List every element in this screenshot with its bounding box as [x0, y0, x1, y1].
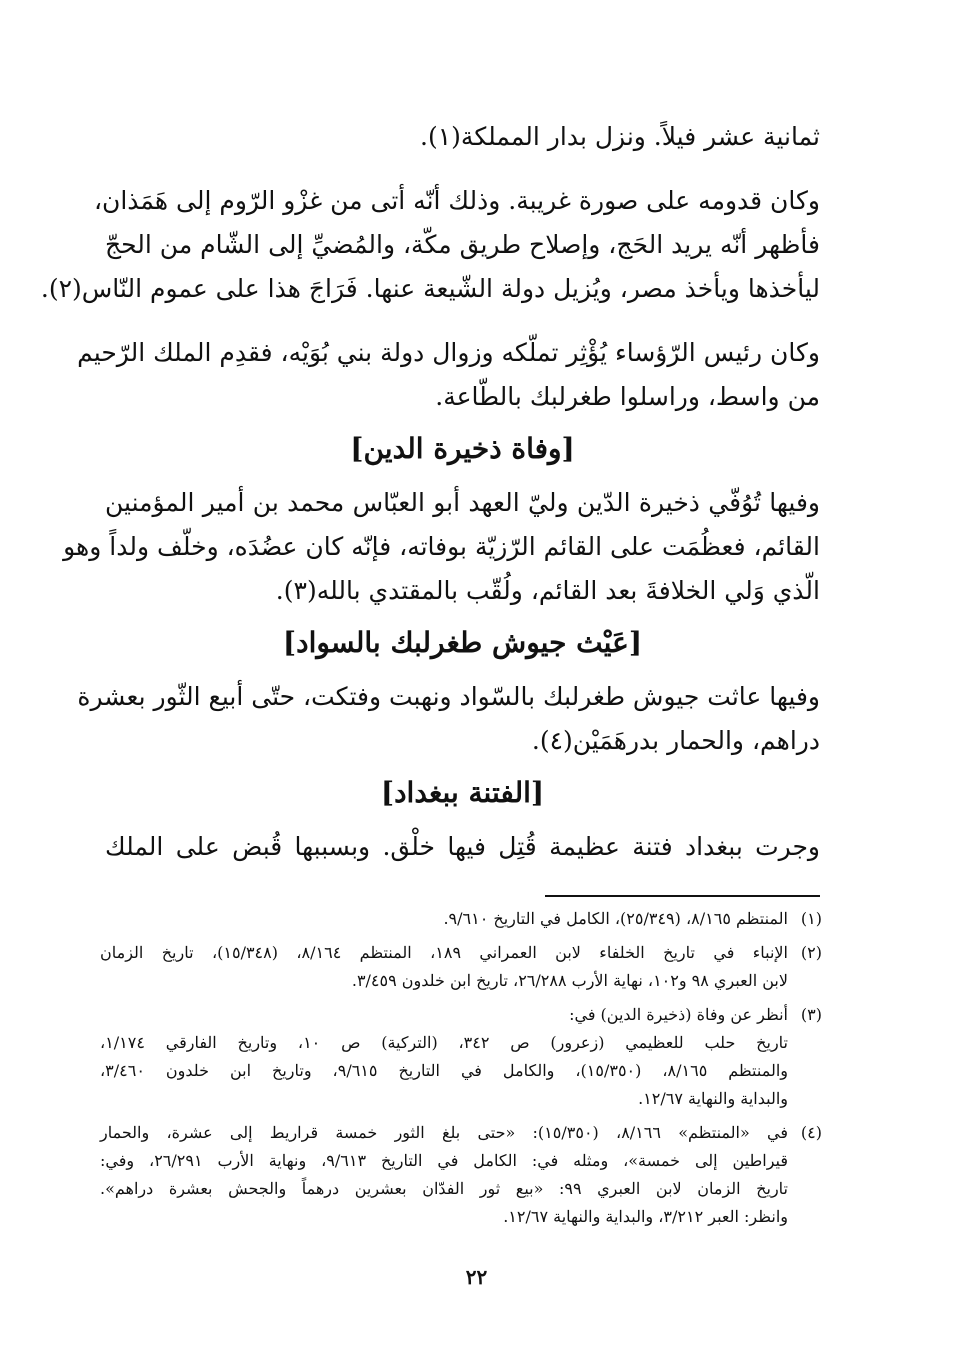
body-line: من واسط، وراسلوا طغرلبك بالطّاعة. — [435, 382, 820, 411]
footnote-line: وانظر: العبر ٣/٢١٢، والبداية والنهاية ١٢/٦٧. — [503, 1207, 788, 1226]
body-line: وفيها تُوُفّي ذخيرة الدّين وليّ العهد أبو العبّاس محمد بن أمير المؤمنين — [105, 488, 820, 517]
footnote — [100, 905, 822, 933]
body-line: دراهم، والحمار بدرهَمَيْن(٤). — [531, 726, 820, 755]
body-line: وكان قدومه على صورة غريبة. وذلك أنّه أتى من غزْو الرّوم إلى هَمَذان، — [93, 186, 820, 215]
footnote-line: لابن العبري ٩٨ و١٠٢، نهاية الأرب ٢٦/٢٨٨، تاريخ ابن خلدون ٣/٤٥٩. — [351, 971, 788, 990]
section-heading: [الفتنة ببغداد] — [380, 776, 545, 809]
footnote-number: (١) — [800, 909, 822, 928]
page-number: ٢٢ — [465, 1265, 488, 1289]
footnote-line: في «المنتظم» ٨/١٦٦، (١٥/٣٥٠): «حتى بلغ الثور خمسة قراريط إلى عشرة، والحمار — [100, 1123, 788, 1142]
footnote-number: (٤) — [800, 1123, 822, 1142]
footnote-line: الإنباء في تاريخ الخلفاء لابن العمراني ١٨٩، المنتظم ٨/١٦٤، (١٥/٣٤٨)، تاريخ الزمان — [100, 943, 788, 962]
body-line: وكان رئيس الرّؤساء يُؤْثِر تملّكه وزوال دولة بني بُوَيْه، فقدِم الملك الرّحيم — [77, 338, 820, 367]
footnote — [100, 1119, 822, 1231]
footnote-number: (٢) — [800, 943, 822, 962]
section-heading: [وفاة ذخيرة الدين] — [350, 432, 575, 465]
footnote-separator — [545, 895, 820, 897]
section-heading: [عَيْث جيوش طغرلبك بالسواد] — [282, 626, 643, 659]
body-line: وفيها عاثت جيوش طغرلبك بالسّواد ونهبت وفتكت، حتّى أبيع الثّور بعشرة — [77, 682, 820, 711]
footnote — [100, 939, 822, 995]
body-line: القائم، فعظُمَت على القائم الرّزيّة بوفاته، فإنّه كان عضُدَه، وخلّف ولداً وهو — [63, 532, 820, 561]
footnote-line: تاريخ الزمان لابن العبري ٩٩: «بيع ثور الفدّان بعشرين درهماً والجحش بعشرة دراهم». — [100, 1179, 788, 1198]
body-line: ثمانية عشر فيلاً. ونزل بدار المملكة(١). — [420, 122, 820, 151]
footnote-number: (٣) — [800, 1005, 822, 1024]
body-line: وجرت ببغداد فتنة عظيمة قُتِل فيها خلْق. وبسببها قُبض على الملك — [105, 832, 820, 861]
footnote-line: والمنتظم ٨/١٦٥، (١٥/٣٥٠)، والكامل في التاريخ ٩/٦١٥، وتاريخ ابن خلدون ٣/٤٦٠، — [100, 1061, 788, 1080]
footnote-line: تاريخ حلب للعظيمي (زعرور) ص ٣٤٢، (التركية) ص ١٠، وتاريخ الفارقي ١/١٧٤، — [100, 1033, 789, 1052]
footnote-line: والبداية والنهاية ١٢/٦٧. — [638, 1089, 788, 1108]
body-line: الّذي وَلي الخلافةَ بعد القائم، ولُقّب بالمقتدي بالله(٣). — [275, 576, 820, 605]
footnote — [100, 1001, 822, 1113]
footnote-line: المنتظم ٨/١٦٥، (٢٥/٣٤٩)، الكامل في التاريخ ٩/٦١٠. — [443, 909, 788, 928]
main-text — [40, 115, 820, 869]
footnote-line: أنظر عن وفاة (ذخيرة الدين) في: — [569, 1005, 788, 1024]
footnote-line: قيراطين إلى خمسة»، ومثله في: الكامل في التاريخ ٩/٦١٣، ونهاية الأرب ٢٦/٢٩١، وفي: — [100, 1151, 789, 1170]
footnotes — [100, 905, 822, 1237]
body-line: ليأخذها ويأخذ مصر، ويُزيل دولة الشّيعة عنها. فَرَاجَ هذا على عموم النّاس(٢). — [40, 274, 820, 303]
body-line: فأظهر أنّه يريد الحَج، وإصلاح طريق مكّة، والمُضيِّ إلى الشّام من الحجّ — [105, 230, 820, 259]
